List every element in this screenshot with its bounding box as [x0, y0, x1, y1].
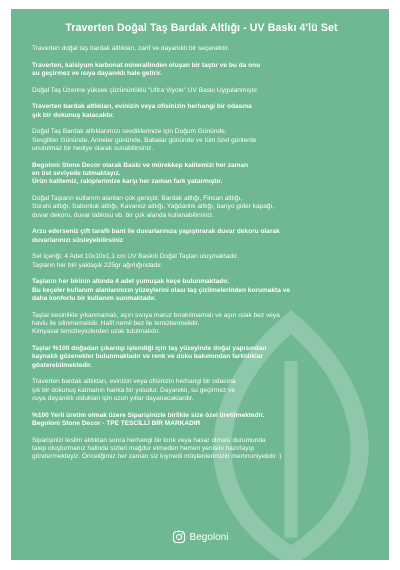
paragraph — [32, 62, 371, 79]
paragraph-list — [32, 45, 371, 462]
paragraph — [32, 253, 371, 270]
paragraph-line: talep oluşturmanız halinde sizleri mağdur etmeden hemen yenisini hazırlayıp — [32, 444, 254, 452]
paragraph-line: Kimyasal temizleyicilerden uzak tutulmalıdır. — [32, 328, 161, 336]
paragraph-line: Taşlar %100 doğadan çıkarılıp işlendiği için taş yüzeyinde doğal yapısından — [32, 344, 267, 352]
paragraph-line: Begoloni Stone Decor - TPE TESCİLLİ BİR MARKADIR — [32, 419, 201, 427]
paragraph-line: Doğal Taş Üzerine yüksek çözünürlüklü "Ultra Viyole" UV Baskı Uygulanmıştır. — [32, 86, 259, 94]
paragraph — [32, 87, 371, 95]
paragraph — [32, 103, 371, 120]
paragraph-line: Traverten, kalsiyum karbonat minerallinden oluşan bir taştır ve bu da onu — [32, 61, 261, 69]
paragraph-line: ısıya dayanıklı oldukları için uzun yıllar dayanacaklardır. — [32, 394, 194, 402]
paragraph-line: havlu ile silinmemelidir. Hafif nemli bez ile temizlenmelidir. — [32, 319, 200, 327]
paragraph-line: göndermekteyiz. Önceliğimiz her zaman siz kıymetli müşterilerimizin memnuniyetidir :) — [32, 453, 282, 461]
paragraph-line: şık bir dokunuş katmanın harika bir yoludur. Dayanıklı, su geçirmez ve — [32, 386, 236, 394]
paragraph-line: %100 Yerli üretim olmak üzere Siparişinizle birlikte size özel üretilmektedir. — [32, 411, 265, 419]
paragraph-line: su geçirmez ve ısıya dayanıklı hale getirir. — [32, 69, 162, 77]
brand-name: Begoloni — [189, 531, 229, 543]
paragraph-line: Ürün kalitemiz, rakiplerimize karşı her zaman fark yatarmıştır. — [32, 178, 223, 186]
product-card — [11, 9, 389, 560]
paragraph-line: Set içeriği: 4 Adet 10x10x1,1 cm UV Baskılı Doğal Taştan oluşmaktadır. — [32, 253, 239, 261]
paragraph-line: Sürahi altlığı, Sabunluk altlığı, Kavanoz altlığı, Yağdanlık altlığı, banyo gider kapağı, — [32, 203, 275, 211]
paragraph-line: Begoloni Stone Decor olarak Baskı ve mürekkep kalitemizi her zaman — [32, 161, 249, 169]
paragraph — [32, 312, 371, 337]
paragraph-line: Siparişinizi teslim aldıktan sonra herhangi bir kırık veya hasar olması durumunda — [32, 436, 266, 444]
paragraph-line: şık bir dokunuş katacaktır. — [32, 111, 115, 119]
paragraph — [32, 195, 371, 220]
paragraph — [32, 278, 371, 303]
page-title: Traverten Doğal Taş Bardak Altlığı - UV Baskı 4'lü Set — [65, 22, 338, 34]
paragraph — [32, 437, 371, 462]
paragraph-line: daha konforlu bir kullanım sunmaktadır. — [32, 294, 157, 302]
paragraph-line: Taşlar kesinlikle yıkanmamalı, aşırı sıvıya maruz bırakılmamalı ve aşırı ıslak bez veya — [32, 311, 280, 319]
paragraph-line: gösterebilmektedir. — [32, 361, 93, 369]
paragraph-line: Arzu ederseniz çift taraflı bant ile duvarlarınıza yapıştırarak duvar dekoru olarak — [32, 228, 280, 236]
footer — [11, 530, 389, 544]
paragraph-line: kaynaklı gözenekler bulunmaktadır ve renk ve doku bakımından farklılıklar — [32, 353, 264, 361]
paragraph — [32, 128, 371, 153]
paragraph-line: Sevgililer Gününde, Anneler gününde, Babalar gününde ve tüm özel günlerde — [32, 136, 257, 144]
instagram-icon[interactable] — [172, 530, 186, 544]
paragraph-line: duvar dekoru, duvar tablosu vb. bir çok alanda kullanabilirsiniz. — [32, 211, 214, 219]
paragraph — [32, 162, 371, 187]
paragraph-line: Traverten bardak altlıkları, evinizin veya ofisinizin herhangi bir odasına — [32, 103, 252, 111]
paragraph-line: unutulmaz bir hediye olarak sunabilirsiniz. — [32, 144, 154, 152]
paragraph-line: en üst seviyede tutmaktayız. — [32, 169, 121, 177]
paragraph — [32, 45, 371, 53]
paragraph — [32, 412, 371, 429]
paragraph-line: Bu keçeler kullanım alanlarınızın yüzeylerini olası taş çizilmelerinden korumakta ve — [32, 286, 290, 294]
description-body — [11, 9, 389, 462]
paragraph — [32, 378, 371, 403]
paragraph — [32, 228, 371, 245]
paragraph — [32, 345, 371, 370]
paragraph-line: Taşların her birinin altında 4 adet yumuşak keçe bulunmaktadır. — [32, 278, 230, 286]
paragraph-line: Doğal Taşların kullanım alanları çok geniştir. Bardak altlığı, Fincan altlığı, — [32, 194, 243, 202]
paragraph-line: duvarlarınızı süsleyebilirsiniz — [32, 236, 123, 244]
paragraph-line: Doğal Taş Bardak altlıklarımızı sevdiklerinize için Doğum Gününde, — [32, 128, 227, 136]
paragraph-line: Traverten doğal taş bardak altlıkları, zarif ve dayanıklı bir seçenektir. — [32, 45, 230, 52]
paragraph-line: Traverten bardak altlıkları, evinizin veya ofisinizin herhangi bir odasına — [32, 378, 236, 386]
paragraph-line: Taşların her biri yaklaşık 225gr ağırlığındadır. — [32, 261, 163, 269]
